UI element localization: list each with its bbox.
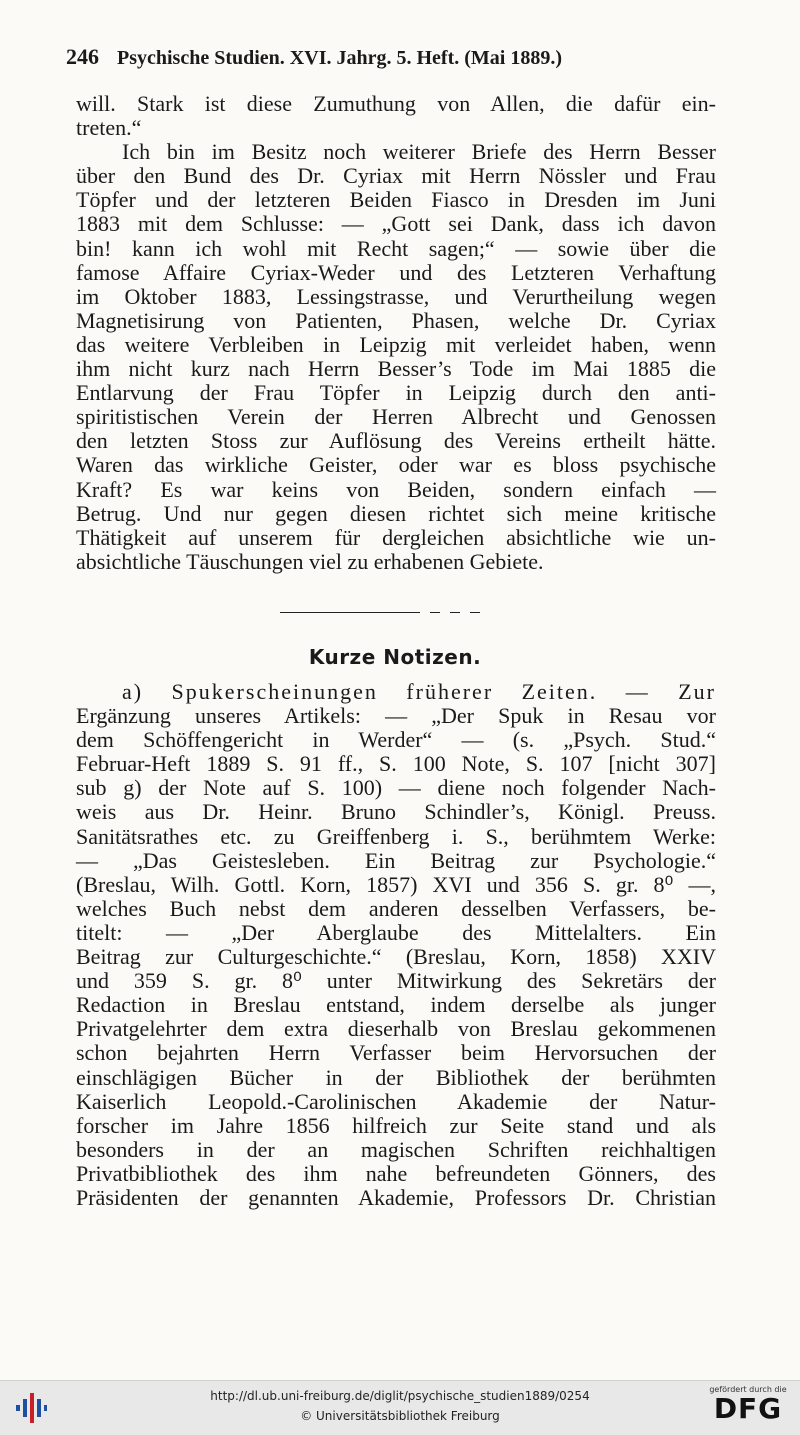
page-number: 246 xyxy=(66,44,99,69)
text-line: (Breslau, Wilh. Gottl. Korn, 1857) XVI und 356 S. gr. 8⁰ —, xyxy=(76,871,716,897)
text-line: Töpfer und der letzteren Beiden Fiasco in Dresden im Juni xyxy=(76,187,716,213)
viewer-footer xyxy=(0,1380,800,1435)
divider-line xyxy=(280,612,420,613)
text-line: titelt: — „Der Aberglaube des Mittelalters. Ein xyxy=(76,919,716,945)
text-line: über den Bund des Dr. Cyriax mit Herrn Nössler und Frau xyxy=(76,163,716,189)
text-line: will. Stark ist diese Zumuthung von Allen, die dafür ein- xyxy=(76,91,716,116)
text-line: ihm nicht kurz nach Herrn Besser’s Tode im Mai 1885 die xyxy=(76,356,716,382)
text-line: spiritistischen Verein der Herren Albrecht und Genossen xyxy=(76,404,716,430)
source-url-link[interactable]: http://dl.ub.uni-freiburg.de/diglit/psychische_studien1889/0254 xyxy=(210,1389,590,1403)
text-line: Kaiserlich Leopold.-Carolinischen Akademie der Natur- xyxy=(76,1088,716,1114)
text-line: und 359 S. gr. 8⁰ unter Mitwirkung des Sekretärs der xyxy=(76,968,716,994)
section-divider xyxy=(280,608,500,616)
text-line: dem Schöffengericht in Werder“ — (s. „Psych. Stud.“ xyxy=(76,727,716,753)
copyright-text: © Universitätsbibliothek Freiburg xyxy=(300,1409,500,1423)
section-title: Kurze Notizen. xyxy=(308,645,482,669)
notes-text xyxy=(76,680,716,1210)
text-line: treten.“ xyxy=(76,115,142,141)
text-line: sub g) der Note auf S. 100) — diene noch folgender Nach- xyxy=(76,775,716,801)
text-line: absichtliche Täuschungen viel zu erhabenen Gebiete. xyxy=(76,548,544,574)
text-line: famose Affaire Cyriax-Weder und des Letzteren Verhaftung xyxy=(76,259,716,285)
text-line: Redaction in Breslau entstand, indem derselbe als junger xyxy=(76,992,716,1018)
text-line: Präsidenten der genannten Akademie, Professors Dr. Christian xyxy=(76,1184,716,1210)
text-line: Ich bin im Besitz noch weiterer Briefe des Herrn Besser xyxy=(122,139,716,165)
text-line: den letzten Stoss zur Auflösung des Vereins ertheilt hätte. xyxy=(76,428,716,454)
dfg-logo xyxy=(702,1385,794,1431)
text-line: Privatgelehrter dem extra dieserhalb von Breslau gekommenen xyxy=(76,1016,716,1042)
funder-caption: gefördert durch die xyxy=(709,1385,787,1394)
text-line: besonders in der an magischen Schriften reichhaltigen xyxy=(76,1136,716,1162)
text-line: Waren das wirkliche Geister, oder war es bloss psychische xyxy=(76,452,716,478)
text-line: forscher im Jahre 1856 hilfreich zur Seite stand und als xyxy=(76,1112,716,1138)
text-line: Betrug. Und nur gegen diesen richtet sich meine kritische xyxy=(76,500,716,526)
text-line: schon bejahrten Herrn Verfasser beim Hervorsuchen der xyxy=(76,1040,716,1066)
text-line: welches Buch nebst dem anderen desselben Verfassers, be- xyxy=(76,895,716,921)
text-line: weis aus Dr. Heinr. Bruno Schindler’s, Königl. Preuss. xyxy=(76,799,716,825)
text-line: a) Spukerscheinungen früherer Zeiten. — Zur xyxy=(122,679,716,704)
text-line: einschlägigen Bücher in der Bibliothek der berühmten xyxy=(76,1064,716,1090)
divider-dash xyxy=(470,612,480,613)
text-line: Kraft? Es war keins von Beiden, sondern einfach — xyxy=(76,476,716,502)
text-line: Februar-Heft 1889 S. 91 ff., S. 100 Note, S. 107 [nicht 307] xyxy=(76,751,716,777)
text-line: im Oktober 1883, Lessingstrasse, und Verurtheilung wegen xyxy=(76,283,716,309)
text-line: — „Das Geistesleben. Ein Beitrag zur Psychologie.“ xyxy=(76,847,716,873)
divider-dash xyxy=(450,612,460,613)
divider-dash xyxy=(430,612,440,613)
body-text xyxy=(76,92,716,574)
text-line: Entlarvung der Frau Töpfer in Leipzig durch den anti- xyxy=(76,380,716,406)
text-line: Thätigkeit auf unserem für dergleichen absichtliche wie un- xyxy=(76,524,716,550)
text-line: 1883 mit dem Schlusse: — „Gott sei Dank, dass ich davon xyxy=(76,211,716,237)
text-line: bin! kann ich wohl mit Recht sagen;“ — sowie über die xyxy=(76,235,716,261)
text-line: Sanitätsrathes etc. zu Greiffenberg i. S., berühmtem Werke: xyxy=(76,823,716,849)
running-header xyxy=(66,44,726,78)
text-line: Ergänzung unseres Artikels: — „Der Spuk in Resau vor xyxy=(76,703,716,729)
running-title: Psychische Studien. XVI. Jahrg. 5. Heft. (Mai 1889.) xyxy=(117,47,562,69)
text-line: Privatbibliothek des ihm nahe befreundeten Gönners, des xyxy=(76,1160,716,1186)
text-line: Magnetisirung von Patienten, Phasen, welche Dr. Cyriax xyxy=(76,307,716,333)
text-line: das weitere Verbleiben in Leipzig mit verleidet haben, wenn xyxy=(76,331,716,357)
text-line: Beitrag zur Culturgeschichte.“ (Breslau, Korn, 1858) XXIV xyxy=(76,944,716,970)
dfg-logo-text: DFG xyxy=(713,1392,783,1425)
